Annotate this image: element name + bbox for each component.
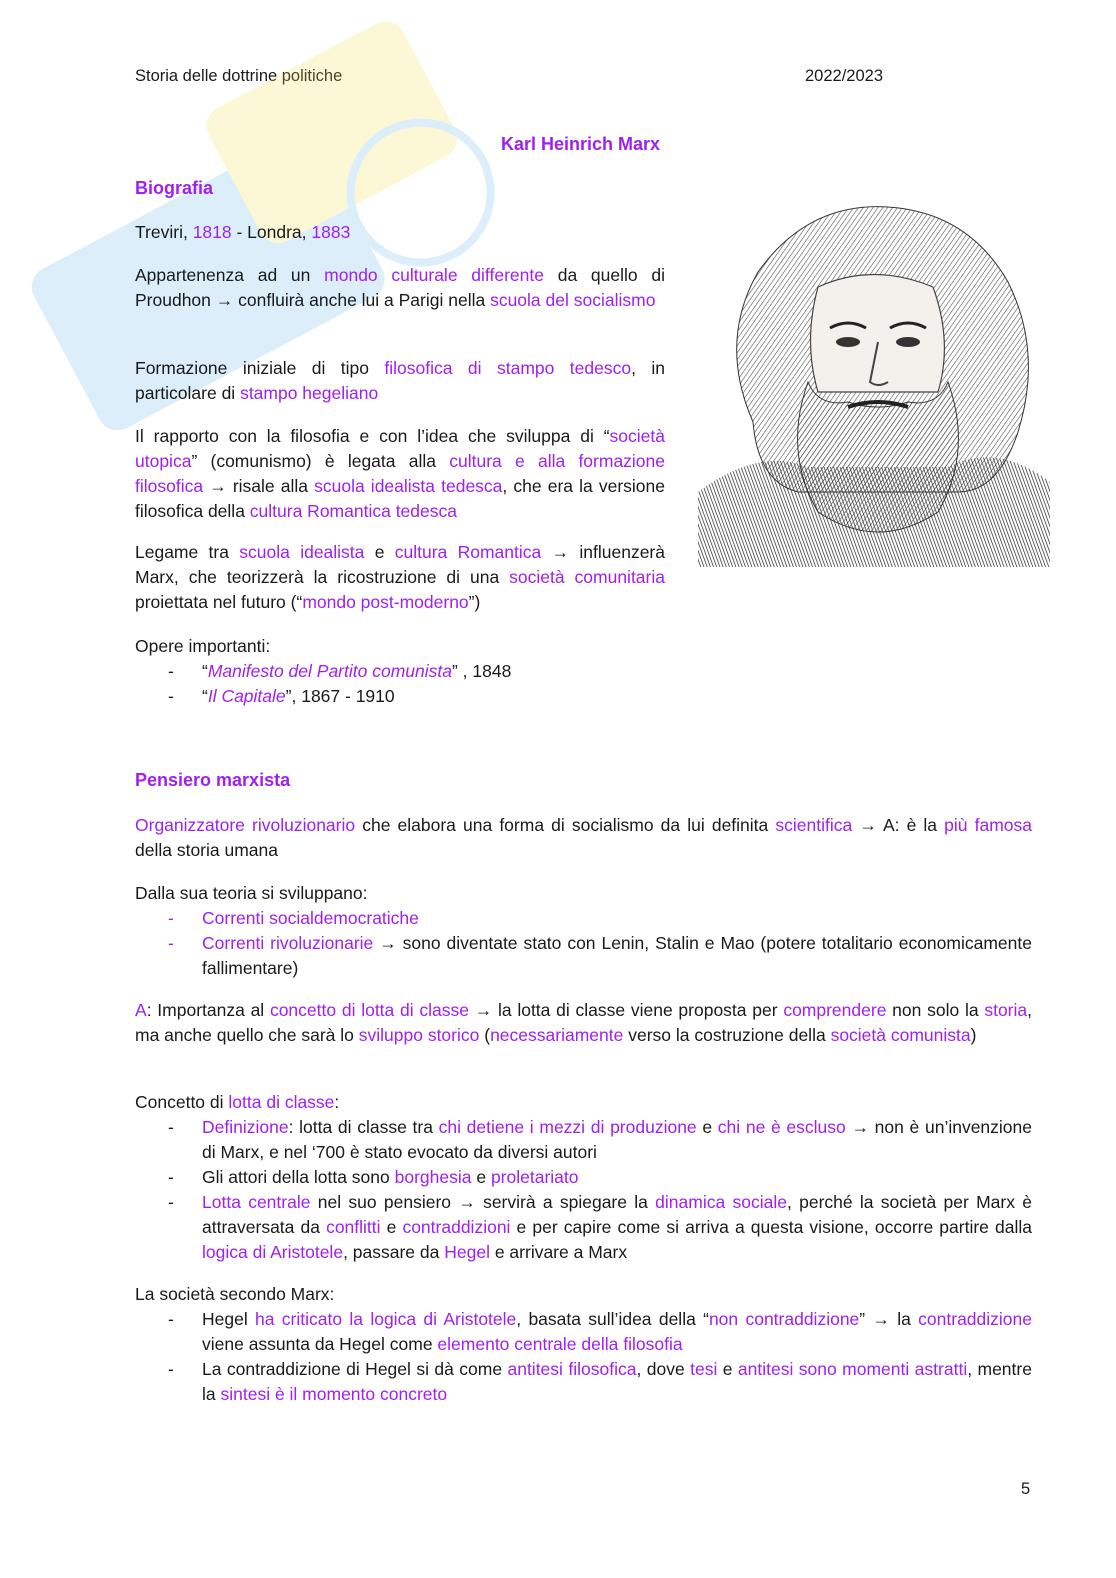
bio-paragraph-2: Formazione iniziale di tipo filosofica di stampo tedesco, in particolare di stampo hegeliano [135,358,665,403]
marx-portrait-image [698,192,1050,567]
class-concept-list [135,1115,1032,1265]
society-label: La società secondo Marx: [135,1284,335,1304]
list-item: - Lotta centrale nel suo pensiero → servirà a spiegare la dinamica sociale, perché la società per Marx è attraversata da conflitti e contraddizioni e per capire come si arriva a questa visione, occorre partire dalla logica di Aristotele, passare da Hegel e arrivare a Marx [135,1190,1032,1265]
bio-paragraph-4: Legame tra scuola idealista e cultura Romantica → influenzerà Marx, che teorizzerà la ricostruzione di una società comunitaria proiettata nel futuro (“mondo post-moderno”) [135,542,665,612]
bio-paragraph-3: Il rapporto con la filosofia e con l’idea che sviluppa di “società utopica” (comunismo) è legata alla cultura e alla formazione filosofica → risale alla scuola idealista tedesca, che era la versione filosofica della cultura Romantica tedesca [135,426,666,521]
list-item: - Hegel ha criticato la logica di Aristotele, basata sull’idea della “non contraddizione” → la contraddizione viene assunta da Hegel come elemento centrale della filosofia [135,1307,1032,1357]
works-list [135,659,665,709]
section-heading-pensiero: Pensiero marxista [135,770,291,790]
thought-paragraph-2: A: Importanza al concetto di lotta di classe → la lotta di classe viene proposta per comprendere non solo la storia, ma anche quello che sarà lo sviluppo storico (necessariamente verso la costruzione della società comunista) [135,1000,1032,1045]
list-item: - La contraddizione di Hegel si dà come antitesi filosofica, dove tesi e antitesi sono momenti astratti, mentre la sintesi è il momento concreto [135,1357,1032,1407]
page-title: Karl Heinrich Marx [501,134,661,154]
section-heading-biografia: Biografia [135,178,214,198]
works-label: Opere importanti: [135,636,271,656]
list-item: - Definizione: lotta di classe tra chi detiene i mezzi di produzione e chi ne è escluso → non è un’invenzione di Marx, e nel ‘700 è stato evocato da diversi autori [135,1115,1032,1165]
class-concept-label: Concetto di lotta di classe: [135,1092,340,1112]
running-header-year: 2022/2023 [805,67,883,85]
list-item: - Correnti socialdemocratiche [135,906,1032,931]
list-item: - “Manifesto del Partito comunista” , 1848 [135,659,665,684]
develop-list [135,906,1032,981]
bio-paragraph-1: Appartenenza ad un mondo culturale differente da quello di Proudhon → confluirà anche lui a Parigi nella scuola del socialismo [135,265,666,310]
page-number: 5 [1021,1480,1031,1498]
develop-label: Dalla sua teoria si sviluppano: [135,883,368,903]
birth-death-line: Treviri, 1818 - Londra, 1883 [135,222,351,242]
society-list [135,1307,1032,1407]
thought-paragraph-1: Organizzatore rivoluzionario che elabora una forma di socialismo da lui definita scientifica → A: è la più famosa della storia umana [135,815,1032,860]
list-item: - Gli attori della lotta sono borghesia e proletariato [135,1165,1032,1190]
list-item: - Correnti rivoluzionarie → sono diventate stato con Lenin, Stalin e Mao (potere totalitario economicamente fallimentare) [135,931,1032,981]
running-header-course: Storia delle dottrine politiche [135,67,343,85]
list-item: - “Il Capitale”, 1867 - 1910 [135,684,665,709]
